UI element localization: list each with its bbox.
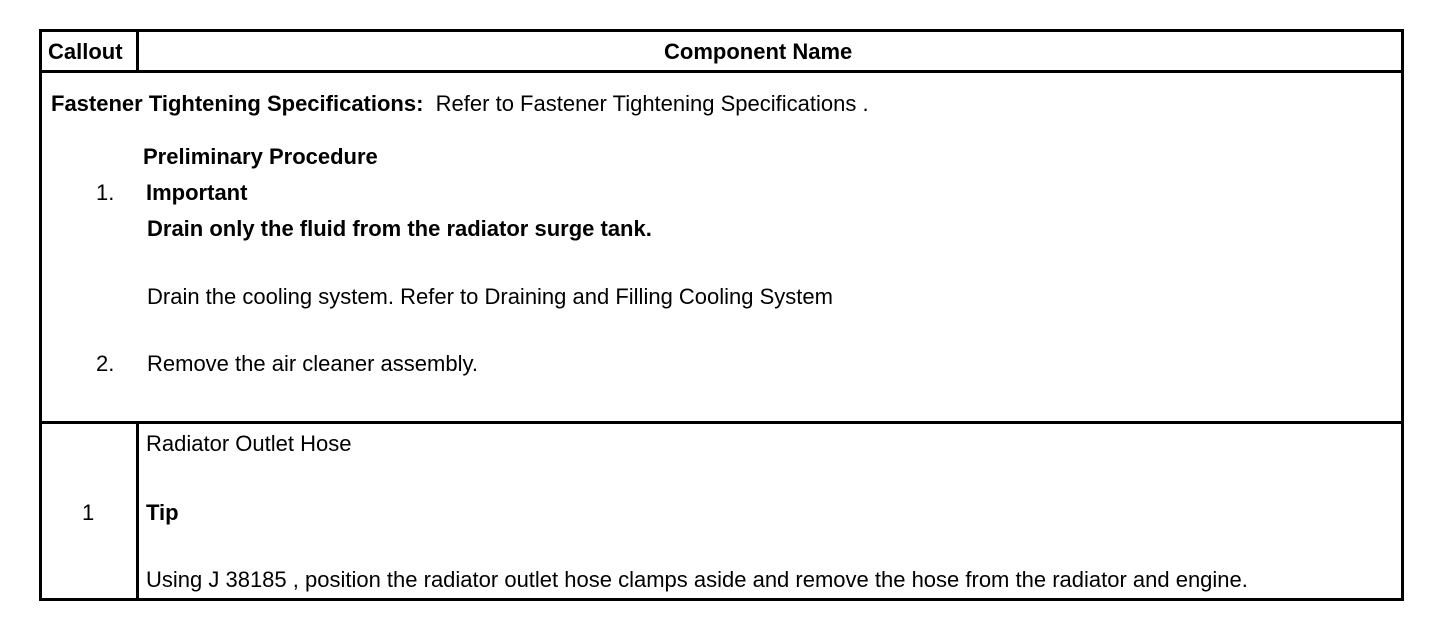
row-divider	[42, 421, 1401, 424]
row-1-callout: 1	[82, 500, 95, 525]
procedure-table	[39, 29, 1404, 601]
specs-line	[51, 93, 869, 115]
step-2-number: 2.	[96, 351, 115, 376]
header-divider	[42, 70, 1401, 73]
row-1-component: Radiator Outlet Hose	[146, 431, 352, 456]
step-1-important-label: Important	[146, 180, 248, 205]
specs-text: Refer to Fastener Tightening Specifications .	[435, 91, 869, 116]
row-column-divider	[136, 421, 139, 601]
step-1-number: 1.	[96, 180, 115, 205]
step-1-important-text: Drain only the fluid from the radiator surge tank.	[147, 216, 652, 241]
specs-label: Fastener Tightening Specifications:	[51, 91, 424, 116]
specs-gap	[423, 91, 435, 116]
header-callout: Callout	[48, 39, 123, 64]
step-1-text: Drain the cooling system. Refer to Draining and Filling Cooling System	[147, 284, 833, 309]
row-1-tip-text: Using J 38185 , position the radiator outlet hose clamps aside and remove the hose from the radiator and engine.	[146, 567, 1248, 592]
row-1-tip-label: Tip	[146, 500, 179, 525]
step-2-text: Remove the air cleaner assembly.	[147, 351, 478, 376]
header-component-name: Component Name	[664, 39, 853, 64]
header-column-divider	[136, 32, 139, 70]
preliminary-title: Preliminary Procedure	[143, 144, 378, 169]
